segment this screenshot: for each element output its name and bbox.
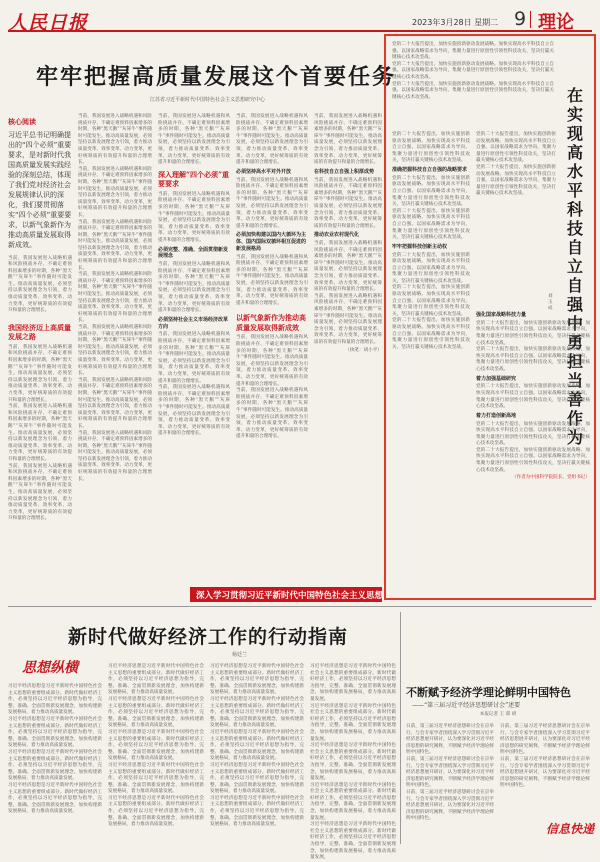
article2-body-k: 党的二十大报告提出，加快实施创新驱动发展战略。加快实现高水平科技自立自强。以国家战略需求为导向，集聚力量进行原创性引领性科技攻关，坚决打赢关键核心技术攻坚战。 (476, 164, 556, 197)
article3-col1 (8, 684, 102, 844)
article1-body-m: 当前，我国发展进入战略机遇和风险挑战并存、不确定难预料因素增多的时期，各种“黑天鹅”“灰犀牛”事件随时可能发生。推动高质量发展，必须坚持以新发展理念为引领，着力推动质量变革、效率变革、动力变革，更好统筹质的有效提升和量的合理增长。 (158, 191, 230, 243)
article3-body-l: 习近平经济思想是习近平新时代中国特色社会主义思想的重要组成部分。新时代做好经济工作，必须坚持以习近平经济思想为指导，完整、准确、全面贯彻新发展理念，加快构建新发展格局，着力推动高质量发展。 (210, 729, 304, 762)
article2-subhead-2: 牢牢把握科技创新主动权 (392, 243, 448, 250)
article3-body-f: 习近平经济思想是习近平新时代中国特色社会主义思想的重要组成部分。新时代做好经济工作，必须坚持以习近平经济思想为指导，完整、准确、全面贯彻新发展理念，加快构建新发展格局，着力推动高质量发展。 (108, 696, 204, 729)
article3-body-g: 习近平经济思想是习近平新时代中国特色社会主义思想的重要组成部分。新时代做好经济工作，必须坚持以习近平经济思想为指导，完整、准确、全面贯彻新发展理念，加快构建新发展格局，着力推动高质量发展。 (108, 729, 204, 762)
article1-body-x: 当前，我国发展进入战略机遇和风险挑战并存、不确定难预料因素增多的时期，各种“黑天鹅”“灰犀牛”事件随时可能发生。推动高质量发展，必须坚持以新发展理念为引领，着力推动质量变革、效率变革、动力变革，更好统筹质的有效提升和量的合理增长。 (314, 241, 382, 293)
article3-body-c: 习近平经济思想是习近平新时代中国特色社会主义思想的重要组成部分。新时代做好经济工作，必须坚持以习近平经济思想为指导，完整、准确、全面贯彻新发展理念，加快构建新发展格局，着力推动高质量发展。 (8, 749, 102, 782)
article2-title: 在实现高水平科技自立自强中勇担当善作为 (566, 86, 583, 447)
article3-col4 (310, 664, 396, 861)
news-flash-tag: 信息快递 (546, 822, 595, 836)
article1-body-s: 当前，我国发展进入战略机遇和风险挑战并存、不确定难预料因素增多的时期，各种“黑天鹅”“灰犀牛”事件随时可能发生。推动高质量发展，必须坚持以新发展理念为引领，着力推动质量变革、效率变革、动力变革，更好统筹质的有效提升和量的合理增长。 (236, 254, 308, 306)
article3-body-p: 习近平经济思想是习近平新时代中国特色社会主义思想的重要组成部分。新时代做好经济工作，必须坚持以习近平经济思想为指导，完整、准确、全面贯彻新发展理念，加快构建新发展格局，着力推动高质量发展。 (310, 703, 396, 742)
article1-signature: （执笔：胡小平） (345, 347, 382, 353)
article2-body-l: 党的二十大报告提出，加快实施创新驱动发展战略。加快实现高水平科技自立自强。以国家战略需求为导向，集聚力量进行原创性引领性科技攻关，坚决打赢关键核心技术攻坚战。 (476, 320, 590, 346)
page-number: 9 (514, 8, 527, 30)
article2-body-f: 党的二十大报告提出，加快实施创新驱动发展战略。加快实现高水平科技自立自强。以国家战略需求为导向，集聚力量进行原创性引领性科技攻关，坚决打赢关键核心技术攻坚战。 (392, 208, 470, 241)
article2-col2-top (476, 132, 556, 286)
article2-subhead-4: 着力加强基础研究 (476, 375, 517, 382)
article1-body-p: 当前，我国发展进入战略机遇和风险挑战并存、不确定难预料因素增多的时期，各种“黑天鹅”“灰犀牛”事件随时可能发生。推动高质量发展，必须坚持以新发展理念为引领，着力推动质量变革、效率变革、动力变革，更好统筹质的有效提升和量的合理增长。 (158, 385, 230, 437)
article1-body-v: 当前，我国发展进入战略机遇和风险挑战并存、不确定难预料因素增多的时期，各种“黑天鹅”“灰犀牛”事件随时可能发生。推动高质量发展，必须坚持以新发展理念为引领，着力推动质量变革、效率变革、动力变革，更好统筹质的有效提升和量的合理增长。 (314, 114, 382, 166)
article3-body-d: 习近平经济思想是习近平新时代中国特色社会主义思想的重要组成部分。新时代做好经济工作，必须坚持以习近平经济思想为指导，完整、准确、全面贯彻新发展理念，加快构建新发展格局，着力推动高质量发展。 (8, 782, 102, 815)
article2-body-g: 党的二十大报告提出，加快实施创新驱动发展战略。加快实现高水平科技自立自强。以国家战略需求为导向，集聚力量进行原创性引领性科技攻关，坚决打赢关键核心技术攻坚战。 (392, 252, 470, 284)
article1-body-n: 当前，我国发展进入战略机遇和风险挑战并存、不确定难预料因素增多的时期，各种“黑天鹅”“灰犀牛”事件随时可能发生。推动高质量发展，必须坚持以新发展理念为引领，着力推动质量变革、效率变革、动力变革，更好统筹质的有效提升和量的合理增长。 (158, 262, 230, 314)
article2-intro (392, 42, 554, 128)
article2-body-i: 党的二十大报告提出，加快实施创新驱动发展战略。加快实现高水平科技自立自强。以国家战略需求为导向，集聚力量进行原创性引领性科技攻关，坚决打赢关键核心技术攻坚战。 (392, 318, 470, 350)
article2-body-m: 党的二十大报告提出，加快实施创新驱动发展战略。加快实现高水平科技自立自强。以国家战略需求为导向，集聚力量进行原创性引领性科技攻关，坚决打赢关键核心技术攻坚战。 (476, 347, 590, 372)
article1-body-w: 当前，我国发展进入战略机遇和风险挑战并存、不确定难预料因素增多的时期，各种“黑天鹅”“灰犀牛”事件随时可能发生。推动高质量发展，必须坚持以新发展理念为引领，着力推动质量变革、效率变革、动力变革，更好统筹质的有效提升和量的合理增长。 (314, 177, 382, 229)
article1-title: 牢牢把握高质量发展这个首要任务 (36, 65, 397, 90)
article1-body-c: 当前，我国发展进入战略机遇和风险挑战并存、不确定难预料因素增多的时期，各种“黑天鹅”“灰犀牛”事件随时可能发生。推动高质量发展，必须坚持以新发展理念为引领，着力推动质量变革、效率变革、动力变革，更好统筹质的有效提升和量的合理增长。 (8, 404, 72, 462)
article3-body-i: 习近平经济思想是习近平新时代中国特色社会主义思想的重要组成部分。新时代做好经济工作，必须坚持以习近平经济思想为指导，完整、准确、全面贯彻新发展理念，加快构建新发展格局，着力推动高质量发展。 (108, 795, 204, 828)
article4-body-e: 日前，第三届习近平经济思想研讨会在京举行。与会专家学者围绕深入学习贯彻习近平经济思想展开研讨，认为要深化对习近平经济思想的研究阐释，不断赋予经济学理论鲜明中国特色。 (500, 756, 590, 789)
article2-author: 刘玉成 (548, 294, 553, 311)
article4-col1 (406, 724, 494, 844)
article1-body-q: 当前，我国发展进入战略机遇和风险挑战并存、不确定难预料因素增多的时期，各种“黑天鹅”“灰犀牛”事件随时可能发生。推动高质量发展，必须坚持以新发展理念为引领，着力推动质量变革、效率变革、动力变革，更好统筹质的有效提升和量的合理增长。 (236, 114, 308, 166)
article3-col3 (210, 664, 304, 844)
article3-body-s: 习近平经济思想是习近平新时代中国特色社会主义思想的重要组成部分。新时代做好经济工作，必须坚持以习近平经济思想为指导，完整、准确、全面贯彻新发展理念，加快构建新发展格局，着力推动高质量发展。 (310, 822, 396, 861)
article2-subhead-1: 准确把握科技自立自强的战略要求 (392, 166, 468, 173)
issue-date: 2023年3月28日 星期二 (412, 18, 499, 27)
lead-heading: 核心阅读 (8, 117, 36, 126)
article2-body-d: 党的二十大报告提出，加快实施创新驱动发展战略。加快实现高水平科技自立自强。以国家战略需求为导向，集聚力量进行原创性引领性科技攻关，坚决打赢关键核心技术攻坚战。 (392, 132, 470, 164)
newspaper-logo: 人民日报 (8, 12, 89, 34)
article3-body-m: 习近平经济思想是习近平新时代中国特色社会主义思想的重要组成部分。新时代做好经济工作，必须坚持以习近平经济思想为指导，完整、准确、全面贯彻新发展理念，加快构建新发展格局，着力推动高质量发展。 (210, 762, 304, 795)
article1-col5 (314, 114, 382, 582)
article3-body-e: 习近平经济思想是习近平新时代中国特色社会主义思想的重要组成部分。新时代做好经济工作，必须坚持以习近平经济思想为指导，完整、准确、全面贯彻新发展理念，加快构建新发展格局，着力推动高质量发展。 (108, 664, 204, 696)
column-tag: 思想纵横 (22, 660, 78, 676)
subhead-3: 以新气象新作为推动高质量发展取得新成效 (236, 313, 306, 332)
article2-body-e: 党的二十大报告提出，加快实施创新驱动发展战略。加快实现高水平科技自立自强。以国家战略需求为导向，集聚力量进行原创性引领性科技攻关，坚决打赢关键核心技术攻坚战。 (392, 175, 470, 208)
article1-body-t: 当前，我国发展进入战略机遇和风险挑战并存、不确定难预料因素增多的时期，各种“黑天鹅”“灰犀牛”事件随时可能发生。推动高质量发展，必须坚持以新发展理念为引领，着力推动质量变革、效率变革、动力变革，更好统筹质的有效提升和量的合理增长。 (236, 335, 308, 387)
article4-title: 不断赋予经济学理论鲜明中国特色 (406, 686, 571, 699)
bold-point-6: 推动农业农村现代化 (314, 232, 360, 239)
article4-col2 (500, 724, 590, 816)
masthead (8, 6, 592, 32)
subhead-1: 我国经济迈上高质量发展之路 (8, 322, 71, 342)
bold-point-5: 在科技自立自强上积厚成势 (314, 168, 375, 175)
series-banner-text: 深入学习贯彻习近平新时代中国特色社会主义思想 (196, 591, 384, 601)
article2-body-a: 党的二十大报告提出，加快实施创新驱动发展战略。加快实现高水平科技自立自强。以国家战略需求为导向，集聚力量进行原创性引领性科技攻关，坚决打赢关键核心技术攻坚战。 (392, 42, 554, 61)
article4-body-d: 日前，第三届习近平经济思想研讨会在京举行。与会专家学者围绕深入学习贯彻习近平经济思想展开研讨，认为要深化对习近平经济思想的研究阐释，不断赋予经济学理论鲜明中国特色。 (500, 724, 590, 756)
article2-body-c: 党的二十大报告提出，加快实施创新驱动发展战略。加快实现高水平科技自立自强。以国家战略需求为导向，集聚力量进行原创性引领性科技攻关，坚决打赢关键核心技术攻坚战。 (392, 81, 554, 100)
article2-signature: （作者为中国科学院院长、党组书记） (511, 475, 590, 481)
article4-body-a: 日前，第三届习近平经济思想研讨会在京举行。与会专家学者围绕深入学习贯彻习近平经济思想展开研讨，认为要深化对习近平经济思想的研究阐释，不断赋予经济学理论鲜明中国特色。 (406, 724, 494, 756)
article2-subhead-5: 着力打造创新高地 (476, 412, 517, 419)
article1-body-i: 当前，我国发展进入战略机遇和风险挑战并存、不确定难预料因素增多的时期，各种“黑天鹅”“灰犀牛”事件随时可能发生。推动高质量发展，必须坚持以新发展理念为引领，着力推动质量变革、效率变革、动力变革，更好统筹质的有效提升和量的合理增长。 (78, 325, 152, 377)
article1-body-j: 当前，我国发展进入战略机遇和风险挑战并存、不确定难预料因素增多的时期，各种“黑天鹅”“灰犀牛”事件随时可能发生。推动高质量发展，必须坚持以新发展理念为引领，着力推动质量变革、效率变革、动力变革，更好统筹质的有效提升和量的合理增长。 (78, 377, 152, 429)
article4-byline-row (406, 712, 590, 722)
article2-body-b: 党的二十大报告提出，加快实施创新驱动发展战略。加快实现高水平科技自立自强。以国家战略需求为导向，集聚力量进行原创性引领性科技攻关，坚决打赢关键核心技术攻坚战。 (392, 61, 554, 80)
article3-col2 (108, 664, 204, 844)
article3-body-b: 习近平经济思想是习近平新时代中国特色社会主义思想的重要组成部分。新时代做好经济工作，必须坚持以习近平经济思想为指导，完整、准确、全面贯彻新发展理念，加快构建新发展格局，着力推动高质量发展。 (8, 716, 102, 749)
bold-point-2: 必须坚持社会主义市场经济改革方向 (158, 316, 229, 330)
article1-byline: 江苏省习近平新时代中国特色社会主义思想研究中心 (150, 97, 266, 103)
article4-body-c: 日前，第三届习近平经济思想研讨会在京举行。与会专家学者围绕深入学习贯彻习近平经济思想展开研讨，认为要深化对习近平经济思想的研究阐释，不断赋予经济学理论鲜明中国特色。 (406, 789, 494, 822)
bold-point-1: 必须完整、准确、全面贯彻新发展理念 (158, 246, 229, 260)
article1-body-b: 当前，我国发展进入战略机遇和风险挑战并存、不确定难预料因素增多的时期，各种“黑天鹅”“灰犀牛”事件随时可能发生。推动高质量发展，必须坚持以新发展理念为引领，着力推动质量变革、效率变革、动力变革，更好统筹质的有效提升和量的合理增长。 (8, 344, 72, 403)
bold-point-4: 必须加快构建以国内大循环为主体、国内国际双循环相互促进的新发展格局 (236, 232, 307, 252)
article3-body-q: 习近平经济思想是习近平新时代中国特色社会主义思想的重要组成部分。新时代做好经济工作，必须坚持以习近平经济思想为指导，完整、准确、全面贯彻新发展理念，加快构建新发展格局，着力推动高质量发展。 (310, 743, 396, 782)
article3-body-a: 习近平经济思想是习近平新时代中国特色社会主义思想的重要组成部分。新时代做好经济工作，必须坚持以习近平经济思想为指导，完整、准确、全面贯彻新发展理念，加快构建新发展格局，着力推动高质量发展。 (8, 684, 102, 716)
article1-col1 (8, 114, 72, 584)
subhead-2: 深入理解“四个必须”重要要求 (158, 169, 230, 189)
article2-col2 (476, 310, 590, 594)
bold-point-3: 必须坚持高水平对外开放 (236, 168, 292, 175)
article4-body-b: 日前，第三届习近平经济思想研讨会在京举行。与会专家学者围绕深入学习贯彻习近平经济思想展开研讨，认为要深化对习近平经济思想的研究阐释，不断赋予经济学理论鲜明中国特色。 (406, 756, 494, 789)
article3-title: 新时代做好经济工作的行动指南 (68, 626, 349, 648)
section-name: 理论 (538, 12, 574, 33)
article2-body-p: 党的二十大报告提出，加快实施创新驱动发展战略。加快实现高水平科技自立自强。以国家战略需求为导向，集聚力量进行原创性引领性科技攻关，坚决打赢关键核心技术攻坚战。 (476, 447, 590, 473)
article3-body-o: 习近平经济思想是习近平新时代中国特色社会主义思想的重要组成部分。新时代做好经济工作，必须坚持以习近平经济思想为指导，完整、准确、全面贯彻新发展理念，加快构建新发展格局，着力推动高质量发展。 (310, 664, 396, 702)
article2-col1 (392, 132, 470, 594)
article2-body-h: 党的二十大报告提出，加快实施创新驱动发展战略。加快实现高水平科技自立自强。以国家战略需求为导向，集聚力量进行原创性引领性科技攻关，坚决打赢关键核心技术攻坚战。 (392, 285, 470, 317)
article1-body-k: 当前，我国发展进入战略机遇和风险挑战并存、不确定难预料因素增多的时期，各种“黑天鹅”“灰犀牛”事件随时可能发生。推动高质量发展，必须坚持以新发展理念为引领，着力推动质量变革、效率变革、动力变革，更好统筹质的有效提升和量的合理增长。 (78, 430, 152, 482)
article3-body-k: 习近平经济思想是习近平新时代中国特色社会主义思想的重要组成部分。新时代做好经济工作，必须坚持以习近平经济思想为指导，完整、准确、全面贯彻新发展理念，加快构建新发展格局，着力推动高质量发展。 (210, 696, 304, 729)
article1-body-r: 当前，我国发展进入战略机遇和风险挑战并存、不确定难预料因素增多的时期，各种“黑天鹅”“灰犀牛”事件随时可能发生。推动高质量发展，必须坚持以新发展理念为引领，着力推动质量变革、效率变革、动力变革，更好统筹质的有效提升和量的合理增长。 (236, 177, 308, 229)
article2-body-j: 党的二十大报告提出，加快实施创新驱动发展战略。加快实现高水平科技自立自强。以国家战略需求为导向，集聚力量进行原创性引领性科技攻关，坚决打赢关键核心技术攻坚战。 (476, 132, 556, 164)
masthead-divider (530, 11, 531, 28)
article1-body-y: 当前，我国发展进入战略机遇和风险挑战并存、不确定难预料因素增多的时期，各种“黑天鹅”“灰犀牛”事件随时可能发生。推动高质量发展，必须坚持以新发展理念为引领，着力推动质量变革、效率变革、动力变革，更好统筹质的有效提升和量的合理增长。 (314, 293, 382, 345)
article3-author: 杨廷兰 (232, 652, 248, 658)
article1-col3 (158, 114, 230, 584)
article4-authors: 本报记者 王 郑 胡 (479, 712, 517, 717)
article1-body-h: 当前，我国发展进入战略机遇和风险挑战并存、不确定难预料因素增多的时期，各种“黑天鹅”“灰犀牛”事件随时可能发生。推动高质量发展，必须坚持以新发展理念为引领，着力推动质量变革、效率变革、动力变革，更好统筹质的有效提升和量的合理增长。 (78, 272, 152, 324)
article3-body-h: 习近平经济思想是习近平新时代中国特色社会主义思想的重要组成部分。新时代做好经济工作，必须坚持以习近平经济思想为指导，完整、准确、全面贯彻新发展理念，加快构建新发展格局，着力推动高质量发展。 (108, 762, 204, 795)
article1-body-f: 当前，我国发展进入战略机遇和风险挑战并存、不确定难预料因素增多的时期，各种“黑天鹅”“灰犀牛”事件随时可能发生。推动高质量发展，必须坚持以新发展理念为引领，着力推动质量变革、效率变革、动力变革，更好统筹质的有效提升和量的合理增长。 (78, 166, 152, 218)
article1-col4 (236, 114, 308, 584)
article3-body-n: 习近平经济思想是习近平新时代中国特色社会主义思想的重要组成部分。新时代做好经济工作，必须坚持以习近平经济思想为指导，完整、准确、全面贯彻新发展理念，加快构建新发展格局，着力推动高质量发展。 (210, 795, 304, 828)
section-divider (8, 606, 592, 607)
article3-body-j: 习近平经济思想是习近平新时代中国特色社会主义思想的重要组成部分。新时代做好经济工作，必须坚持以习近平经济思想为指导，完整、准确、全面贯彻新发展理念，加快构建新发展格局，着力推动高质量发展。 (210, 664, 304, 696)
article1-body-l: 当前，我国发展进入战略机遇和风险挑战并存、不确定难预料因素增多的时期，各种“黑天鹅”“灰犀牛”事件随时可能发生。推动高质量发展，必须坚持以新发展理念为引领，着力推动质量变革、效率变革、动力变革，更好统筹质的有效提升和量的合理增长。 (158, 114, 230, 166)
article1-body-u: 当前，我国发展进入战略机遇和风险挑战并存、不确定难预料因素增多的时期，各种“黑天鹅”“灰犀牛”事件随时可能发生。推动高质量发展，必须坚持以新发展理念为引领，着力推动质量变革、效率变革、动力变革，更好统筹质的有效提升和量的合理增长。 (236, 388, 308, 440)
lead-text: 习近平总书记明确提出的“四个必须”重要要求，是对新时代我国高质量发展实践经验的深刻总结，体现了我们党对经济社会发展规律认识的深化，我们要贯彻落实“四个必须”重要要求，以新气象新作为推动高质量发展取得新成效。 (8, 130, 72, 249)
article4-subtitle: ——“第三届习近平经济思想研讨会”述要 (412, 702, 521, 709)
article1-body-e: 当前，我国发展进入战略机遇和风险挑战并存、不确定难预料因素增多的时期，各种“黑天鹅”“灰犀牛”事件随时可能发生。推动高质量发展，必须坚持以新发展理念为引领，着力推动质量变革、效率变革、动力变革，更好统筹质的有效提升和量的合理增长。 (78, 114, 152, 166)
article1-body-o: 当前，我国发展进入战略机遇和风险挑战并存、不确定难预料因素增多的时期，各种“黑天鹅”“灰犀牛”事件随时可能发生。推动高质量发展，必须坚持以新发展理念为引领，着力推动质量变革、效率变革、动力变革，更好统筹质的有效提升和量的合理增长。 (158, 332, 230, 384)
article1-body-a: 当前，我国发展进入战略机遇和风险挑战并存、不确定难预料因素增多的时期，各种“黑天鹅”“灰犀牛”事件随时可能发生。推动高质量发展，必须坚持以新发展理念为引领，着力推动质量变革、效率变革、动力变革，更好统筹质的有效提升和量的合理增长。 (8, 255, 72, 314)
article1-body-d: 当前，我国发展进入战略机遇和风险挑战并存、不确定难预料因素增多的时期，各种“黑天鹅”“灰犀牛”事件随时可能发生。推动高质量发展，必须坚持以新发展理念为引领，着力推动质量变革、效率变革、动力变革，更好统筹质的有效提升和量的合理增长。 (8, 463, 72, 522)
article1-col2 (78, 114, 152, 584)
article1-body-g: 当前，我国发展进入战略机遇和风险挑战并存、不确定难预料因素增多的时期，各种“黑天鹅”“灰犀牛”事件随时可能发生。推动高质量发展，必须坚持以新发展理念为引领，着力推动质量变革、效率变革、动力变革，更好统筹质的有效提升和量的合理增长。 (78, 219, 152, 271)
column-divider (400, 612, 401, 844)
article2-body-n: 党的二十大报告提出，加快实施创新驱动发展战略。加快实现高水平科技自立自强。以国家战略需求为导向，集聚力量进行原创性引领性科技攻关，坚决打赢关键核心技术攻坚战。 (476, 384, 590, 410)
article2-body-o: 党的二十大报告提出，加快实施创新驱动发展战略。加快实现高水平科技自立自强。以国家战略需求为导向，集聚力量进行原创性引领性科技攻关，坚决打赢关键核心技术攻坚战。 (476, 421, 590, 447)
article3-body-r: 习近平经济思想是习近平新时代中国特色社会主义思想的重要组成部分。新时代做好经济工作，必须坚持以习近平经济思想为指导，完整、准确、全面贯彻新发展理念，加快构建新发展格局，着力推动高质量发展。 (310, 782, 396, 821)
article2-subhead-3: 强化国家战略科技力量 (476, 312, 527, 318)
